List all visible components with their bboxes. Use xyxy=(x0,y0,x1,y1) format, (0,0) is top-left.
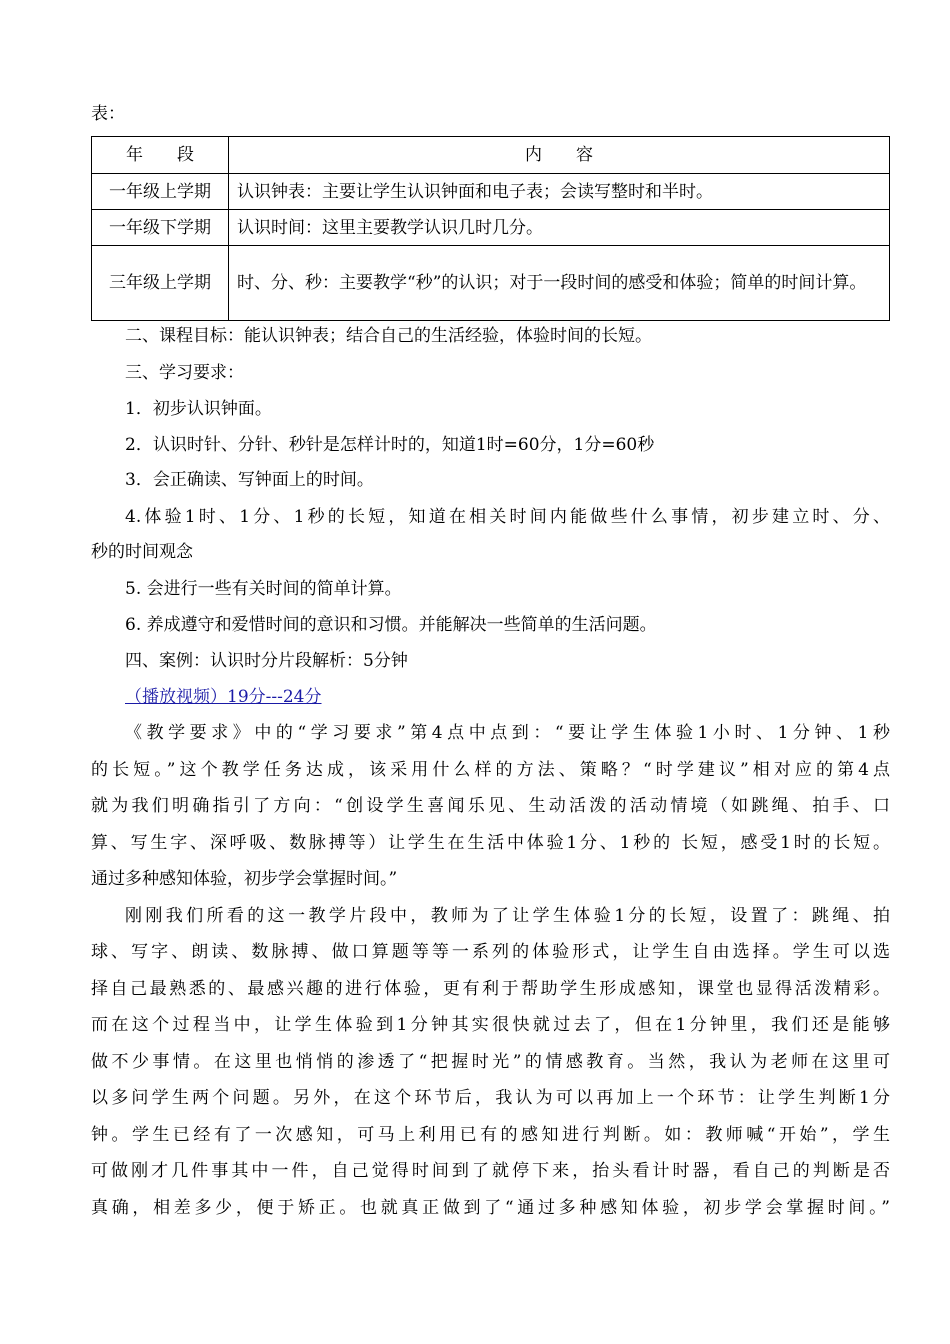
case-heading: 四、案例：认识时分片段解析：5分钟 xyxy=(125,651,408,671)
header-grade: 年 段 xyxy=(92,137,229,174)
requirement-item: 2．认识时针、分针、秒针是怎样计时的，知道1时=60分，1分=60秒 xyxy=(125,435,655,455)
paragraph-line: 通过多种感知体验，初步学会掌握时间。” xyxy=(91,869,398,889)
paragraph-line: 择自己最熟悉的、最感兴趣的进行体验，更有利于帮助学生形成感知，课堂也显得活泼精彩。 xyxy=(91,979,890,999)
paragraph-line: 球、写字、朗读、数脉搏、做口算题等等一系列的体验形式，让学生自由选择。学生可以选 xyxy=(91,942,890,962)
paragraph-line: 以多问学生两个问题。另外，在这个环节后，我认为可以再加上一个环节：让学生判断1分 xyxy=(91,1088,890,1108)
header-content: 内 容 xyxy=(229,137,890,174)
requirement-item: 5. 会进行一些有关时间的简单计算。 xyxy=(125,579,402,599)
requirement-item: 1．初步认识钟面。 xyxy=(125,399,272,419)
paragraph-line: 而在这个过程当中，让学生体验到1分钟其实很快就过去了，但在1分钟里，我们还是能够 xyxy=(91,1015,890,1035)
requirement-item: 3．会正确读、写钟面上的时间。 xyxy=(125,470,374,490)
course-goal: 二、课程目标：能认识钟表；结合自己的生活经验，体验时间的长短。 xyxy=(125,326,652,346)
paragraph-line: 真确，相差多少，便于矫正。也就真正做到了“通过多种感知体验，初步学会掌握时间。” xyxy=(91,1198,890,1218)
paragraph-line: 可做刚才几件事其中一件，自己觉得时间到了就停下来，抬头看计时器，看自己的判断是否 xyxy=(91,1161,890,1181)
row-grade: 一年级上学期 xyxy=(92,174,229,210)
row-content: 认识时间：这里主要教学认识几时几分。 xyxy=(229,210,890,246)
curriculum-table xyxy=(91,136,890,321)
paragraph-line: 的长短。”这个教学任务达成，该采用什么样的方法、策略？“时学建议”相对应的第4点 xyxy=(91,760,890,780)
row-content: 时、分、秒：主要教学“秒”的认识；对于一段时间的感受和体验；简单的时间计算。 xyxy=(229,246,890,321)
requirement-item-continued: 秒的时间观念 xyxy=(91,542,193,562)
requirement-item: 4.体验1时、1分、1秒的长短，知道在相关时间内能做些什么事情，初步建立时、分、 xyxy=(125,507,890,527)
table-row xyxy=(92,174,890,210)
requirement-item: 6. 养成遵守和爱惜时间的意识和习惯。并能解决一些简单的生活问题。 xyxy=(125,615,657,635)
row-grade: 三年级上学期 xyxy=(92,246,229,321)
requirements-heading: 三、学习要求： xyxy=(125,363,244,383)
row-grade: 一年级下学期 xyxy=(92,210,229,246)
table-row xyxy=(92,246,890,321)
video-link[interactable]: （播放视频）19分---24分 xyxy=(125,687,322,707)
paragraph-line: 钟。学生已经有了一次感知，可马上利用已有的感知进行判断。如：教师喊“开始”，学生 xyxy=(91,1125,890,1145)
table-header-row xyxy=(92,137,890,174)
row-content: 认识钟表：主要让学生认识钟面和电子表；会读写整时和半时。 xyxy=(229,174,890,210)
paragraph-line: 刚刚我们所看的这一教学片段中，教师为了让学生体验1分的长短，设置了：跳绳、拍 xyxy=(125,906,890,926)
paragraph-line: 就为我们明确指引了方向：“创设学生喜闻乐见、生动活泼的活动情境（如跳绳、拍手、口 xyxy=(91,796,890,816)
paragraph-line: 算、写生字、深呼吸、数脉搏等）让学生在生活中体验1分、1秒的 长短，感受1时的长短。 xyxy=(91,833,890,853)
table-intro-label: 表： xyxy=(91,104,125,124)
paragraph-line: 《教学要求》中的“学习要求”第4点中点到：“要让学生体验1小时、1分钟、1秒 xyxy=(125,723,890,743)
table-row xyxy=(92,210,890,246)
paragraph-line: 做不少事情。在这里也悄悄的渗透了“把握时光”的情感教育。当然，我认为老师在这里可 xyxy=(91,1052,890,1072)
